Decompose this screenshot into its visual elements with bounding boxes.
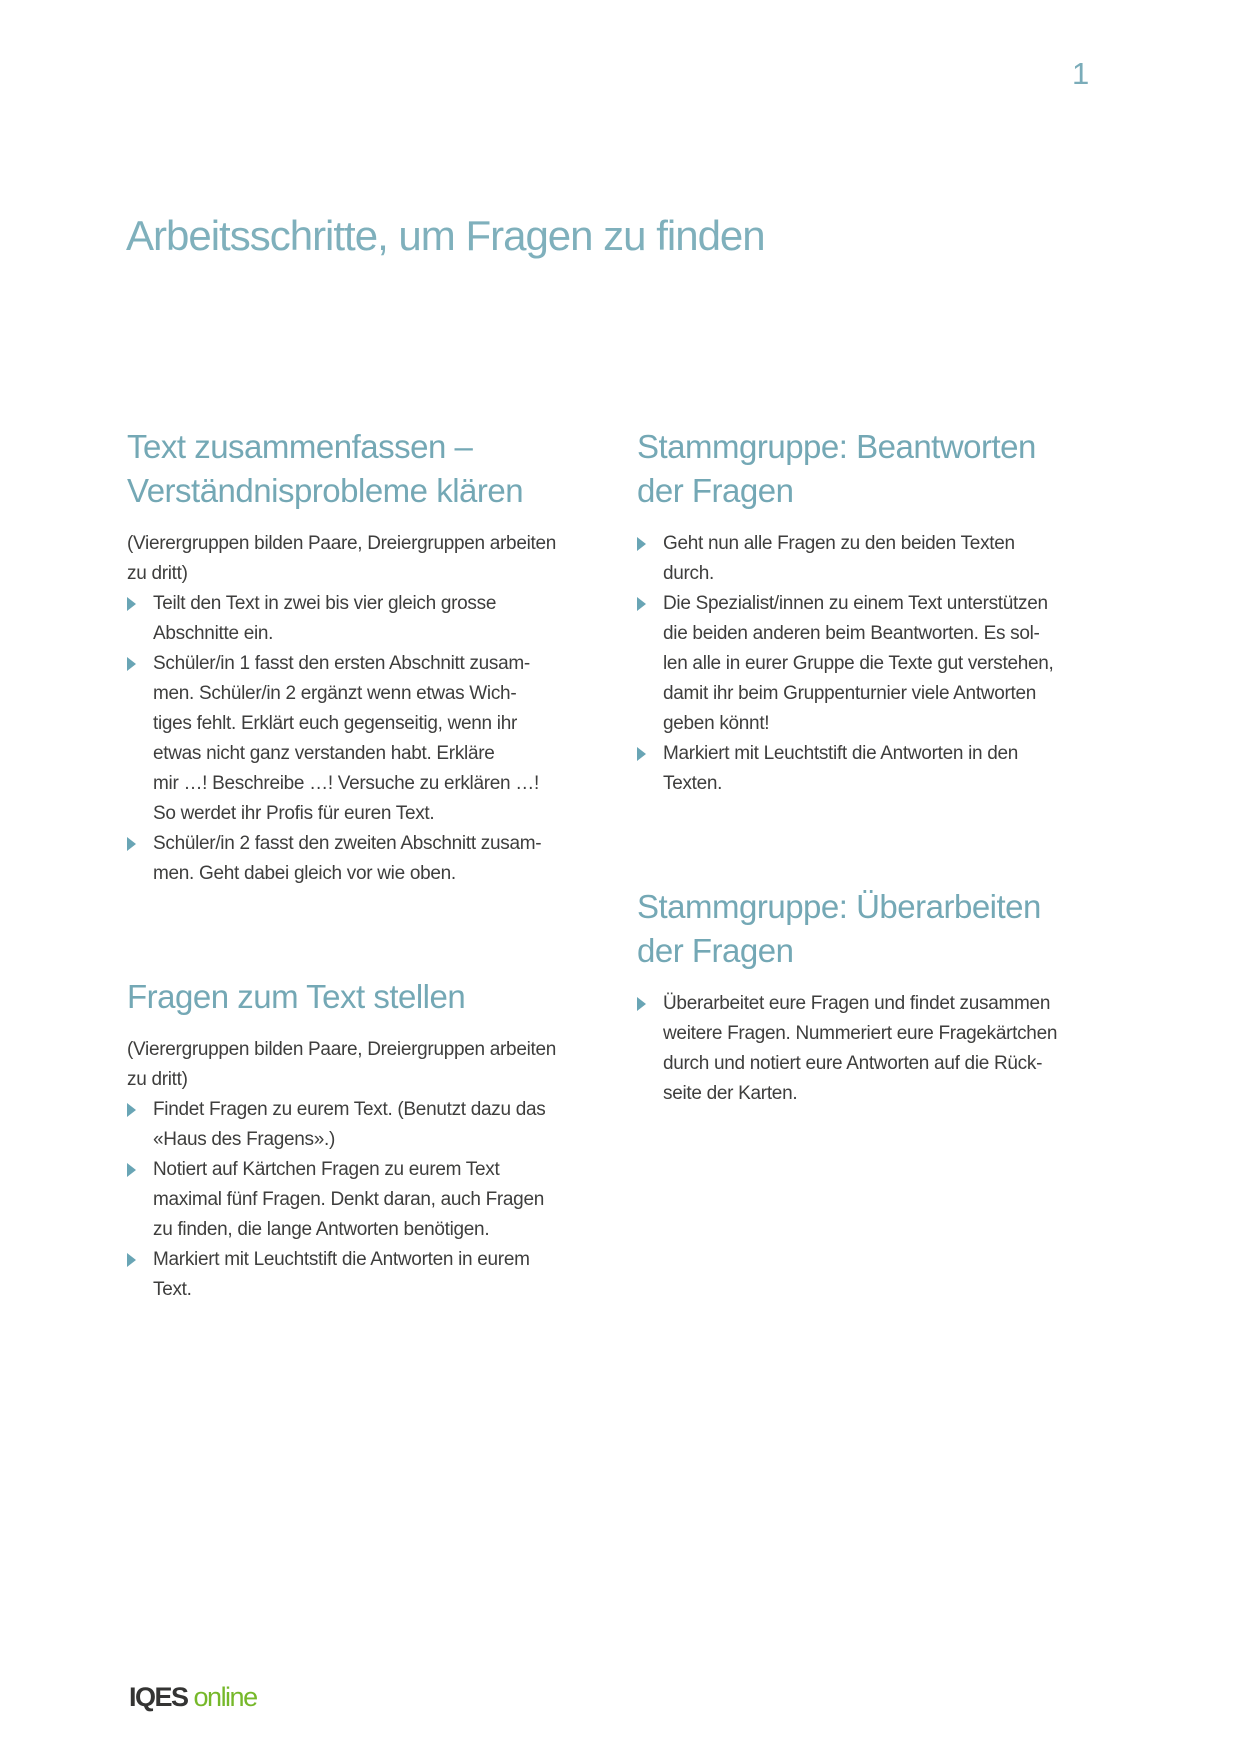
section-heading-line: der Fragen [637,932,794,969]
column-left [127,425,567,1305]
logo-iqes-text: IQES [129,1682,188,1712]
bullet-triangle-icon [127,1103,136,1117]
bullet-item [127,649,567,829]
bullet-line: maximal fünf Fragen. Denkt daran, auch Fragen [153,1189,544,1210]
section-heading [127,975,567,1019]
section-intro-line: (Vierergruppen bilden Paare, Dreiergruppen arbeiten [127,533,557,554]
bullet-line: Geht nun alle Fragen zu den beiden Texten [663,533,1015,554]
section [127,975,567,1305]
bullet-line: damit ihr beim Gruppenturnier viele Antworten [663,683,1037,704]
section [637,885,1117,1109]
section-heading-line: der Fragen [637,472,794,509]
bullet-item [127,589,567,649]
bullet-line: etwas nicht ganz verstanden habt. Erkläre [153,743,495,764]
bullet-line: Überarbeitet eure Fragen und findet zusammen [663,993,1051,1014]
bullet-line: Teilt den Text in zwei bis vier gleich grosse [153,593,497,614]
bullet-item [637,529,1117,589]
bullet-line: Abschnitte ein. [153,623,274,644]
bullet-triangle-icon [127,597,136,611]
bullet-triangle-icon [127,1253,136,1267]
bullet-line: men. Geht dabei gleich vor wie oben. [153,863,456,884]
bullet-list [637,529,1117,799]
section-heading-line: Verständnisprobleme klären [127,472,524,509]
bullet-line: Schüler/in 1 fasst den ersten Abschnitt zusam- [153,653,530,674]
column-right [637,425,1117,1109]
bullet-line: weitere Fragen. Nummeriert eure Fragekärtchen [663,1023,1058,1044]
bullet-line: Texten. [663,773,723,794]
bullet-item [637,739,1117,799]
bullet-line: tiges fehlt. Erklärt euch gegenseitig, wenn ihr [153,713,517,734]
section-heading [637,885,1117,973]
section-heading [127,425,567,513]
bullet-list [637,989,1117,1109]
bullet-line: seite der Karten. [663,1083,798,1104]
bullet-triangle-icon [637,597,646,611]
bullet-line: mir …! Beschreibe …! Versuche zu erklären …! [153,773,539,794]
bullet-triangle-icon [637,997,646,1011]
section-intro-line: zu dritt) [127,1069,188,1090]
bullet-line: Text. [153,1279,192,1300]
bullet-line: durch und notiert eure Antworten auf die Rück- [663,1053,1043,1074]
bullet-line: durch. [663,563,715,584]
bullet-list [127,589,567,889]
bullet-line: len alle in eurer Gruppe die Texte gut verstehen, [663,653,1054,674]
bullet-list [127,1095,567,1305]
section-intro [127,529,567,589]
bullet-line: zu finden, die lange Antworten benötigen. [153,1219,490,1240]
section-heading-line: Stammgruppe: Beantworten [637,428,1036,465]
bullet-line: Schüler/in 2 fasst den zweiten Abschnitt zusam- [153,833,542,854]
bullet-line: men. Schüler/in 2 ergänzt wenn etwas Wich- [153,683,517,704]
bullet-item [127,1245,567,1305]
bullet-triangle-icon [637,537,646,551]
bullet-line: Markiert mit Leuchtstift die Antworten in den [663,743,1019,764]
bullet-line: «Haus des Fragens».) [153,1129,335,1150]
bullet-line: Notiert auf Kärtchen Fragen zu eurem Text [153,1159,500,1180]
section-heading-line: Stammgruppe: Überarbeiten [637,888,1041,925]
bullet-triangle-icon [127,837,136,851]
section-heading-line: Text zusammenfassen – [127,428,473,465]
bullet-line: So werdet ihr Profis für euren Text. [153,803,435,824]
bullet-line: die beiden anderen beim Beantworten. Es sol- [663,623,1040,644]
footer-logo [129,1682,257,1713]
section-heading [637,425,1117,513]
bullet-line: Findet Fragen zu eurem Text. (Benutzt dazu das [153,1099,546,1120]
bullet-triangle-icon [127,1163,136,1177]
bullet-item [637,989,1117,1109]
bullet-triangle-icon [127,657,136,671]
page-number: 1 [1072,56,1090,91]
section-intro [127,1035,567,1095]
bullet-item [127,829,567,889]
bullet-item [637,589,1117,739]
section [127,425,567,889]
section-intro-line: zu dritt) [127,563,188,584]
page-title: Arbeitsschritte, um Fragen zu finden [126,212,765,259]
bullet-item [127,1155,567,1245]
bullet-line: Markiert mit Leuchtstift die Antworten in eurem [153,1249,530,1270]
bullet-item [127,1095,567,1155]
section-heading-line: Fragen zum Text stellen [127,978,466,1015]
bullet-line: Die Spezialist/innen zu einem Text unterstützen [663,593,1048,614]
bullet-triangle-icon [637,747,646,761]
logo-online-text: online [193,1682,257,1712]
bullet-line: geben könnt! [663,713,770,734]
section [637,425,1117,799]
section-intro-line: (Vierergruppen bilden Paare, Dreiergruppen arbeiten [127,1039,557,1060]
